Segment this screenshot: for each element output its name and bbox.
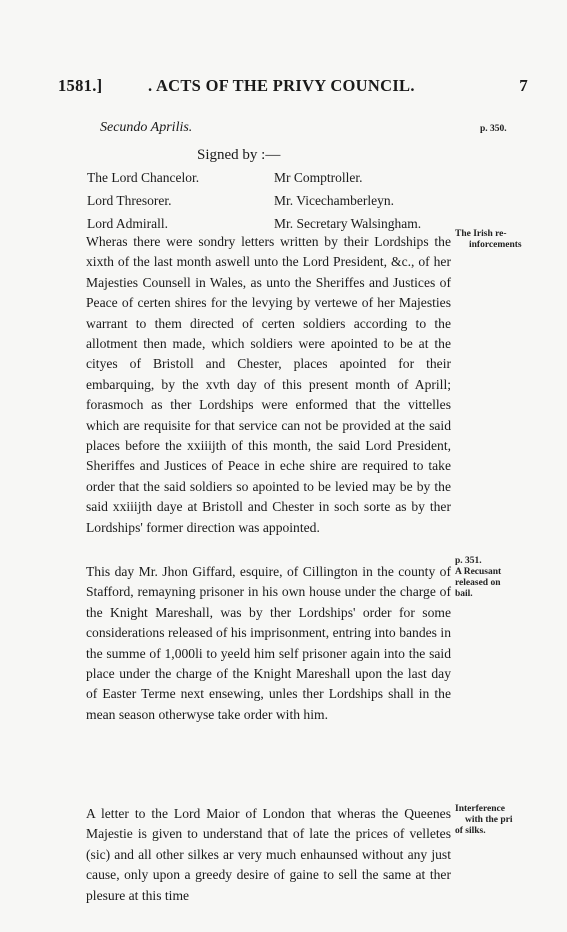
signatory: Mr. Vicechamberleyn. [274,193,395,208]
margin-note: The Irish re- inforcements [455,229,522,250]
date-line: Secundo Aprilis. [100,120,193,135]
entry-text: A letter to the Lord Maior of London that wheras the Queenes Majestie is given to understand that of late the prices of velletes (sic) and all other silkes ar very much enhaunsed without any just cause, only upon a greedy desire of gaine to sell the same at ther plesure at this time [86,806,451,903]
signatories-right [274,166,421,235]
margin-note: p. 351. A Recusant released on bail. [455,556,502,599]
signatory: Mr Comptroller. [274,170,363,185]
entry-recusant-released [86,562,451,725]
margin-note: Interference with the pri of silks. [455,804,513,836]
signed-by-heading: Signed by :— [197,147,281,163]
signatories-left [87,166,199,235]
entry-irish-reinforcements [86,232,451,538]
header-title: . ACTS OF THE PRIVY COUNCIL. [148,76,415,95]
signatory: Lord Admirall. [87,216,168,231]
page-number: 7 [519,76,528,95]
signatory: Mr. Secretary Walsingham. [274,216,422,231]
entry-text: Wheras there were sondry letters written by their Lordships the xixth of the last month aswell unto the Lord President, &c., of her Majesties Counsell in Wales, as unto the Sheriffes and Justices of Peace of certen shires for the levying by vertewe of her Majesties warrant to them directed of certen soldiers according to the allotment then made, which soldiers were apointed to be at the cityes of Bristoll and Chester, places apointed for their embarquing, by the xvth day of this present month of Aprill; forasmoch as ther Lordships were enformed that the vittelles which are requisite for that service can not be provided at the said places before the xxiiijth of this month, the said Lord President, Sheriffes and Justices of Peace in eche shire are required to take order that the said soldiers so apointed to be levied may be by the said xxiiijth daye at Bristoll and Chester in soch sorte as by ther Lordships' former direction was appointed. [86,234,451,535]
entry-silks-letter [86,804,451,906]
entry-text: This day Mr. Jhon Giffard, esquire, of Cillington in the county of Stafford, remayning prisoner in his own house under the charge of the Knight Mareshall, was by ther Lordships' order for some considerations released of his imprisonment, entring into bandes in the summe of 1,000li to yeeld him self prisoner again into the said place under the charge of the Knight Mareshall upon the last day of Easter Terme next ensewing, unles ther Lordships shall in the mean season otherwyse take order with him. [86,564,451,722]
signatory: The Lord Chancelor. [87,170,200,185]
signatory: Lord Thresorer. [87,193,172,208]
page-reference: p. 350. [480,124,507,134]
header-year: 1581.] [58,76,103,95]
